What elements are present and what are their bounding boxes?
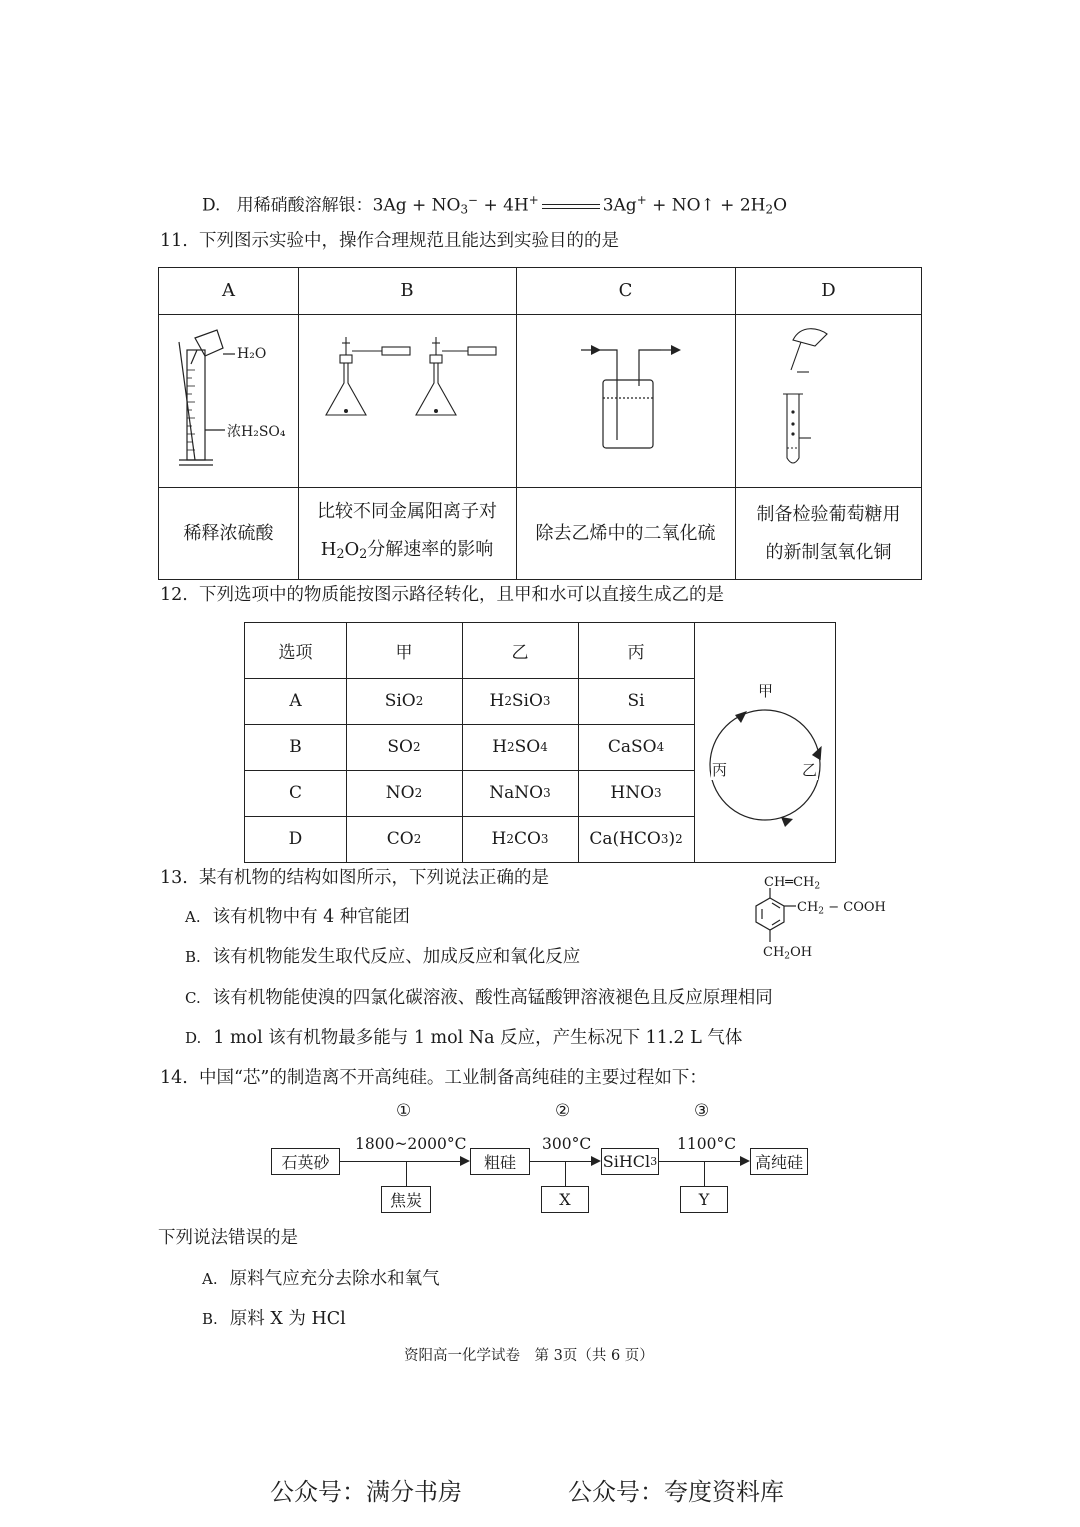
watermark-right: 公众号：夸度资料库 xyxy=(568,1478,784,1506)
q12-cell-option: C xyxy=(288,783,302,803)
q12-cell-option: D xyxy=(288,829,303,849)
q12-header-option: 选项 xyxy=(278,643,313,663)
q12-cell-bing: CaSO 4 xyxy=(607,737,665,757)
step-2-marker: ② xyxy=(555,1101,571,1121)
material-high-purity-silicon: 高纯硅 xyxy=(750,1148,808,1175)
material-sihcl3: SiHCl 3 xyxy=(601,1148,659,1175)
step-1-marker: ① xyxy=(396,1101,412,1121)
cycle-label-yi: 乙 xyxy=(802,761,818,779)
q14-option-b: B. 原料 X 为 HCl xyxy=(202,1309,346,1329)
q11-caption-c: 除去乙烯中的二氧化硫 xyxy=(535,522,716,544)
q13-stem: 13. 某有机物的结构如图所示，下列说法正确的是 xyxy=(160,868,549,888)
apparatus-c-wash-bottle-illustration xyxy=(521,320,731,480)
page-footer: 资阳高一化学试卷 第 3页（共 6 页） xyxy=(404,1348,654,1364)
q11-header-b: B xyxy=(400,280,414,301)
q14-followup: 下列说法错误的是 xyxy=(158,1228,298,1248)
condition-3: 1100°C xyxy=(677,1135,737,1153)
q11-caption-d: 制备检验葡萄糖用 的新制氢氧化铜 xyxy=(756,503,901,563)
condition-1: 1800~2000°C xyxy=(355,1135,467,1153)
q12-cell-yi: H 2 SiO 3 xyxy=(489,691,551,711)
apparatus-a-cylinder-illustration xyxy=(165,320,293,480)
cycle-label-bing: 丙 xyxy=(712,761,728,779)
apparatus-d-test-tube-illustration xyxy=(741,320,921,480)
q10-option-d: D. 用稀硝酸溶解银：$3Ag + NO_3^- + 4H^+$ 3Ag+ + NO↑ + $2H_2O$ xyxy=(202,193,787,217)
q11-caption-b: 比较不同金属阳离子对 $H_2O_2$分解速率的影响 xyxy=(317,501,497,562)
q11-stem: 11. 下列图示实验中，操作合理规范且能达到实验目的的是 xyxy=(160,231,619,251)
q12-header-yi: 乙 xyxy=(511,643,529,663)
q13-group-hydroxymethyl: $CH_2OH$ xyxy=(763,945,813,962)
q13-group-carboxyl: $CH_2$ − COOH xyxy=(797,900,886,917)
q12-table xyxy=(244,622,836,863)
cycle-label-jia: 甲 xyxy=(758,682,774,700)
q12-header-jia: 甲 xyxy=(395,643,413,663)
material-crude-silicon: 粗硅 xyxy=(470,1148,530,1175)
watermark-left: 公众号：满分书房 xyxy=(270,1478,462,1506)
q12-cell-bing: Si xyxy=(627,691,645,711)
q11-header-c: C xyxy=(618,280,633,301)
input-coke: 焦炭 xyxy=(381,1186,431,1213)
q13-option-d: D. 1 mol 该有机物最多能与 1 mol Na 反应，产生标况下 11.2 L 气体 xyxy=(185,1028,743,1048)
q11-caption-a: 稀释浓硫酸 xyxy=(183,522,274,544)
q12-cell-yi: NaNO 3 xyxy=(489,783,551,803)
input-x: X xyxy=(541,1186,589,1213)
q12-cell-bing: Ca(HCO 3 ) 2 xyxy=(589,829,683,849)
apparatus-b-flasks-illustration xyxy=(304,323,510,483)
q12-cell-yi: H 2 SO 4 xyxy=(492,737,548,757)
q14-stem: 14. 中国“芯”的制造离不开高纯硅。工业制备高纯硅的主要过程如下： xyxy=(160,1068,707,1088)
step-3-marker: ③ xyxy=(694,1101,710,1121)
q12-header-bing: 丙 xyxy=(627,643,645,663)
q12-cell-jia: SO 2 xyxy=(387,737,421,757)
q12-cell-option: A xyxy=(289,691,302,711)
q11-header-a: A xyxy=(222,280,235,301)
material-quartz-sand: 石英砂 xyxy=(271,1148,340,1175)
q12-cell-yi: H 2 CO 3 xyxy=(491,829,549,849)
q11-header-d: D xyxy=(821,280,836,301)
q14-option-a: A. 原料气应充分去除水和氧气 xyxy=(202,1269,440,1289)
q12-cell-jia: NO 2 xyxy=(385,783,423,803)
svg-text:浓H₂SO₄: 浓H₂SO₄ xyxy=(227,424,286,440)
q12-cell-bing: HNO 3 xyxy=(610,783,662,803)
q13-option-c: C. 该有机物能使溴的四氯化碳溶液、酸性高锰酸钾溶液褪色且反应原理相同 xyxy=(185,988,773,1008)
q12-cycle-diagram xyxy=(697,627,833,859)
q13-option-a: A. 该有机物中有 4 种官能团 xyxy=(185,907,410,927)
q11-table xyxy=(158,267,922,580)
equals-sign xyxy=(542,204,600,209)
condition-2: 300°C xyxy=(542,1135,592,1153)
q13-group-vinyl: $CH═CH_2$ xyxy=(764,875,821,892)
q12-cell-option: B xyxy=(289,737,302,757)
q13-option-b: B. 该有机物能发生取代反应、加成反应和氧化反应 xyxy=(185,947,581,967)
q12-cell-jia: SiO 2 xyxy=(384,691,424,711)
q12-stem: 12. 下列选项中的物质能按图示路径转化，且甲和水可以直接生成乙的是 xyxy=(160,585,724,605)
q12-cell-jia: CO 2 xyxy=(386,829,422,849)
svg-text:H₂O: H₂O xyxy=(237,346,267,362)
input-y: Y xyxy=(680,1186,728,1213)
